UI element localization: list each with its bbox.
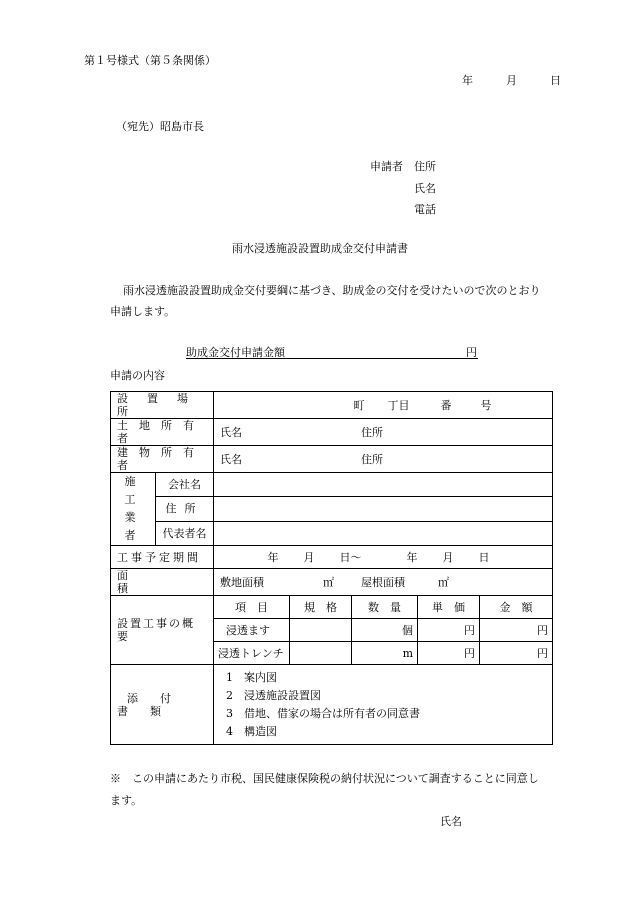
area-label-text: 面積 — [117, 569, 186, 595]
intro-text-1: 雨水浸透施設設置助成金交付要綱に基づき、助成金の交付を受けたいので次のとおり — [123, 284, 541, 297]
date-month: 月 — [506, 74, 517, 87]
land-owner-label — [111, 419, 214, 446]
row-building-owner — [111, 446, 553, 473]
applicant-name: 氏名 — [414, 182, 436, 195]
building-owner-label-text: 建物所有者 — [117, 446, 205, 472]
addressee: （宛先）昭島市長 — [116, 120, 204, 133]
contractor-company-value — [214, 473, 553, 497]
schedule-year: 年 — [267, 550, 279, 564]
contractor-label-text: 施工業者 — [124, 475, 142, 542]
location-label — [111, 392, 214, 419]
works-row2-amount-unit: 円 — [480, 642, 553, 665]
schedule-month: 月 — [303, 550, 315, 564]
works-header-item: 項 目 — [214, 596, 290, 619]
location-value — [214, 392, 553, 419]
amount-unit: 円 — [466, 346, 477, 359]
schedule-label — [111, 546, 214, 569]
land-owner-label-text: 土地所有者 — [117, 419, 205, 445]
location-go: 号 — [480, 398, 492, 412]
attachments-label-text: 添付書類 — [117, 691, 193, 718]
building-owner-address: 住所 — [361, 452, 383, 466]
schedule-month2: 月 — [442, 550, 454, 564]
works-row1-qty-unit: 個 — [352, 619, 418, 642]
location-chome: 丁目 — [387, 398, 410, 412]
land-owner-name: 氏名 — [220, 425, 242, 439]
applicant-label: 申請者 — [370, 160, 403, 173]
application-table — [110, 391, 553, 745]
row-works-header — [111, 596, 553, 619]
row-contractor-company — [111, 473, 553, 497]
amount-underline — [186, 358, 478, 359]
contractor-company-label: 会社名 — [156, 473, 214, 497]
row-contractor-address — [111, 497, 553, 521]
row-schedule — [111, 546, 553, 569]
land-owner-value — [214, 419, 553, 446]
works-header-price: 単 価 — [418, 596, 480, 619]
area-roof: 屋根面積 — [361, 575, 405, 589]
area-label — [111, 569, 214, 596]
building-owner-label — [111, 446, 214, 473]
applicant-address: 住所 — [414, 160, 436, 173]
consent-text-1: ※ この申請にあたり市税、国民健康保険税の納付状況について調査することに同意し — [110, 772, 539, 785]
area-value — [214, 569, 553, 596]
building-owner-value — [214, 446, 553, 473]
building-owner-name: 氏名 — [220, 452, 242, 466]
attachment-item: 4 構造図 — [226, 724, 277, 738]
consent-text-2: ます。 — [110, 794, 143, 807]
location-label-text: 設置場所 — [117, 392, 207, 418]
contractor-address-value — [214, 497, 553, 521]
document-title: 雨水浸透施設設置助成金交付申請書 — [232, 242, 408, 255]
contractor-representative-value — [214, 521, 553, 545]
date-line — [462, 72, 561, 88]
amount-label: 助成金交付申請金額 — [186, 346, 285, 359]
row-attachments — [111, 665, 553, 745]
schedule-value — [214, 546, 553, 569]
schedule-year2: 年 — [406, 550, 418, 564]
contractor-address-label: 住所 — [156, 497, 214, 521]
area-site-unit: ㎡ — [323, 575, 334, 589]
contractor-representative-label: 代表者名 — [156, 521, 214, 545]
works-row2-qty-unit: m — [352, 642, 418, 665]
land-owner-address: 住所 — [361, 425, 383, 439]
works-header-amount: 金 額 — [480, 596, 553, 619]
works-row1-amount-unit: 円 — [480, 619, 553, 642]
row-land-owner — [111, 419, 553, 446]
works-row2-price-unit: 円 — [418, 642, 480, 665]
works-header-qty: 数 量 — [352, 596, 418, 619]
attachments-label — [111, 665, 214, 745]
schedule-day-range: 日～ — [339, 550, 362, 564]
attachment-item: 3 借地、借家の場合は所有者の同意書 — [226, 706, 420, 720]
row-area — [111, 569, 553, 596]
works-row2-item: 浸透トレンチ — [214, 642, 290, 665]
works-header-spec: 規 格 — [290, 596, 352, 619]
works-row1-item: 浸透ます — [214, 619, 290, 642]
works-label — [111, 596, 214, 665]
schedule-label-text: 工事予定期間 — [117, 550, 201, 564]
row-location — [111, 392, 553, 419]
attachment-item: 1 案内図 — [226, 670, 277, 684]
row-contractor-representative — [111, 521, 553, 545]
contractor-label — [111, 473, 156, 546]
area-roof-unit: ㎡ — [438, 575, 449, 589]
works-row1-price-unit: 円 — [418, 619, 480, 642]
area-site: 敷地面積 — [220, 575, 264, 589]
works-row1-spec — [290, 619, 352, 642]
attachments-list — [214, 665, 553, 745]
location-ban: 番 — [440, 398, 452, 412]
works-label-text: 設置工事の概要 — [117, 617, 195, 643]
applicant-phone: 電話 — [414, 203, 436, 216]
date-day: 日 — [550, 74, 561, 87]
works-row2-spec — [290, 642, 352, 665]
form-number: 第１号様式（第５条関係） — [84, 54, 216, 67]
schedule-day2: 日 — [478, 550, 490, 564]
date-year: 年 — [462, 74, 473, 87]
signature-label: 氏名 — [440, 815, 462, 828]
attachment-item: 2 浸透施設設置図 — [226, 688, 321, 702]
location-town: 町 — [353, 398, 365, 412]
intro-text-2: 申請します。 — [110, 305, 176, 318]
contents-label: 申請の内容 — [110, 369, 165, 382]
